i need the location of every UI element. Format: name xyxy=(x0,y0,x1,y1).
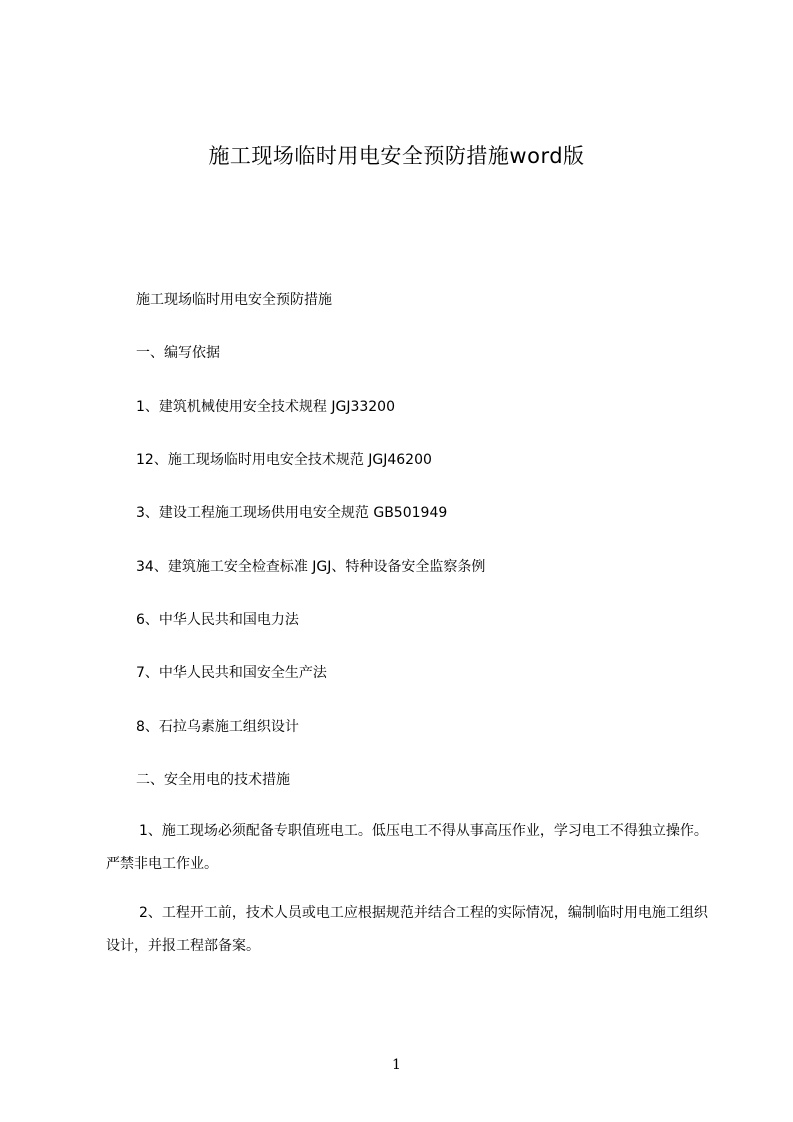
section-heading-measures: 二、安全用电的技术措施 xyxy=(136,772,290,788)
list-item: 12、施工现场临时用电安全技术规范 JGJ46200 xyxy=(136,452,432,468)
list-item: 3、建设工程施工现场供用电安全规范 GB501949 xyxy=(136,505,448,521)
list-item: 6、中华人民共和国电力法 xyxy=(136,612,299,628)
body-paragraph: 1、施工现场必须配备专职值班电工。低压电工不得从事高压作业，学习电工不得独立操作。严禁非电工作业。 xyxy=(106,823,708,872)
list-item: 8、石拉乌素施工组织设计 xyxy=(136,719,299,735)
section-heading-basis: 一、编写依据 xyxy=(136,345,220,361)
page-number: 1 xyxy=(392,1057,401,1073)
body-paragraph: 2、工程开工前，技术人员或电工应根据规范并结合工程的实际情况，编制临时用电施工组织设计，并报工程部备案。 xyxy=(106,905,708,954)
list-item: 7、中华人民共和国安全生产法 xyxy=(136,665,327,681)
list-item: 1、建筑机械使用安全技术规程 JGJ33200 xyxy=(136,399,395,415)
list-item: 34、建筑施工安全检查标准 JGJ、特种设备安全监察条例 xyxy=(136,559,486,575)
document-title: 施工现场临时用电安全预防措施word版 xyxy=(208,144,585,168)
document-subtitle: 施工现场临时用电安全预防措施 xyxy=(136,292,332,308)
